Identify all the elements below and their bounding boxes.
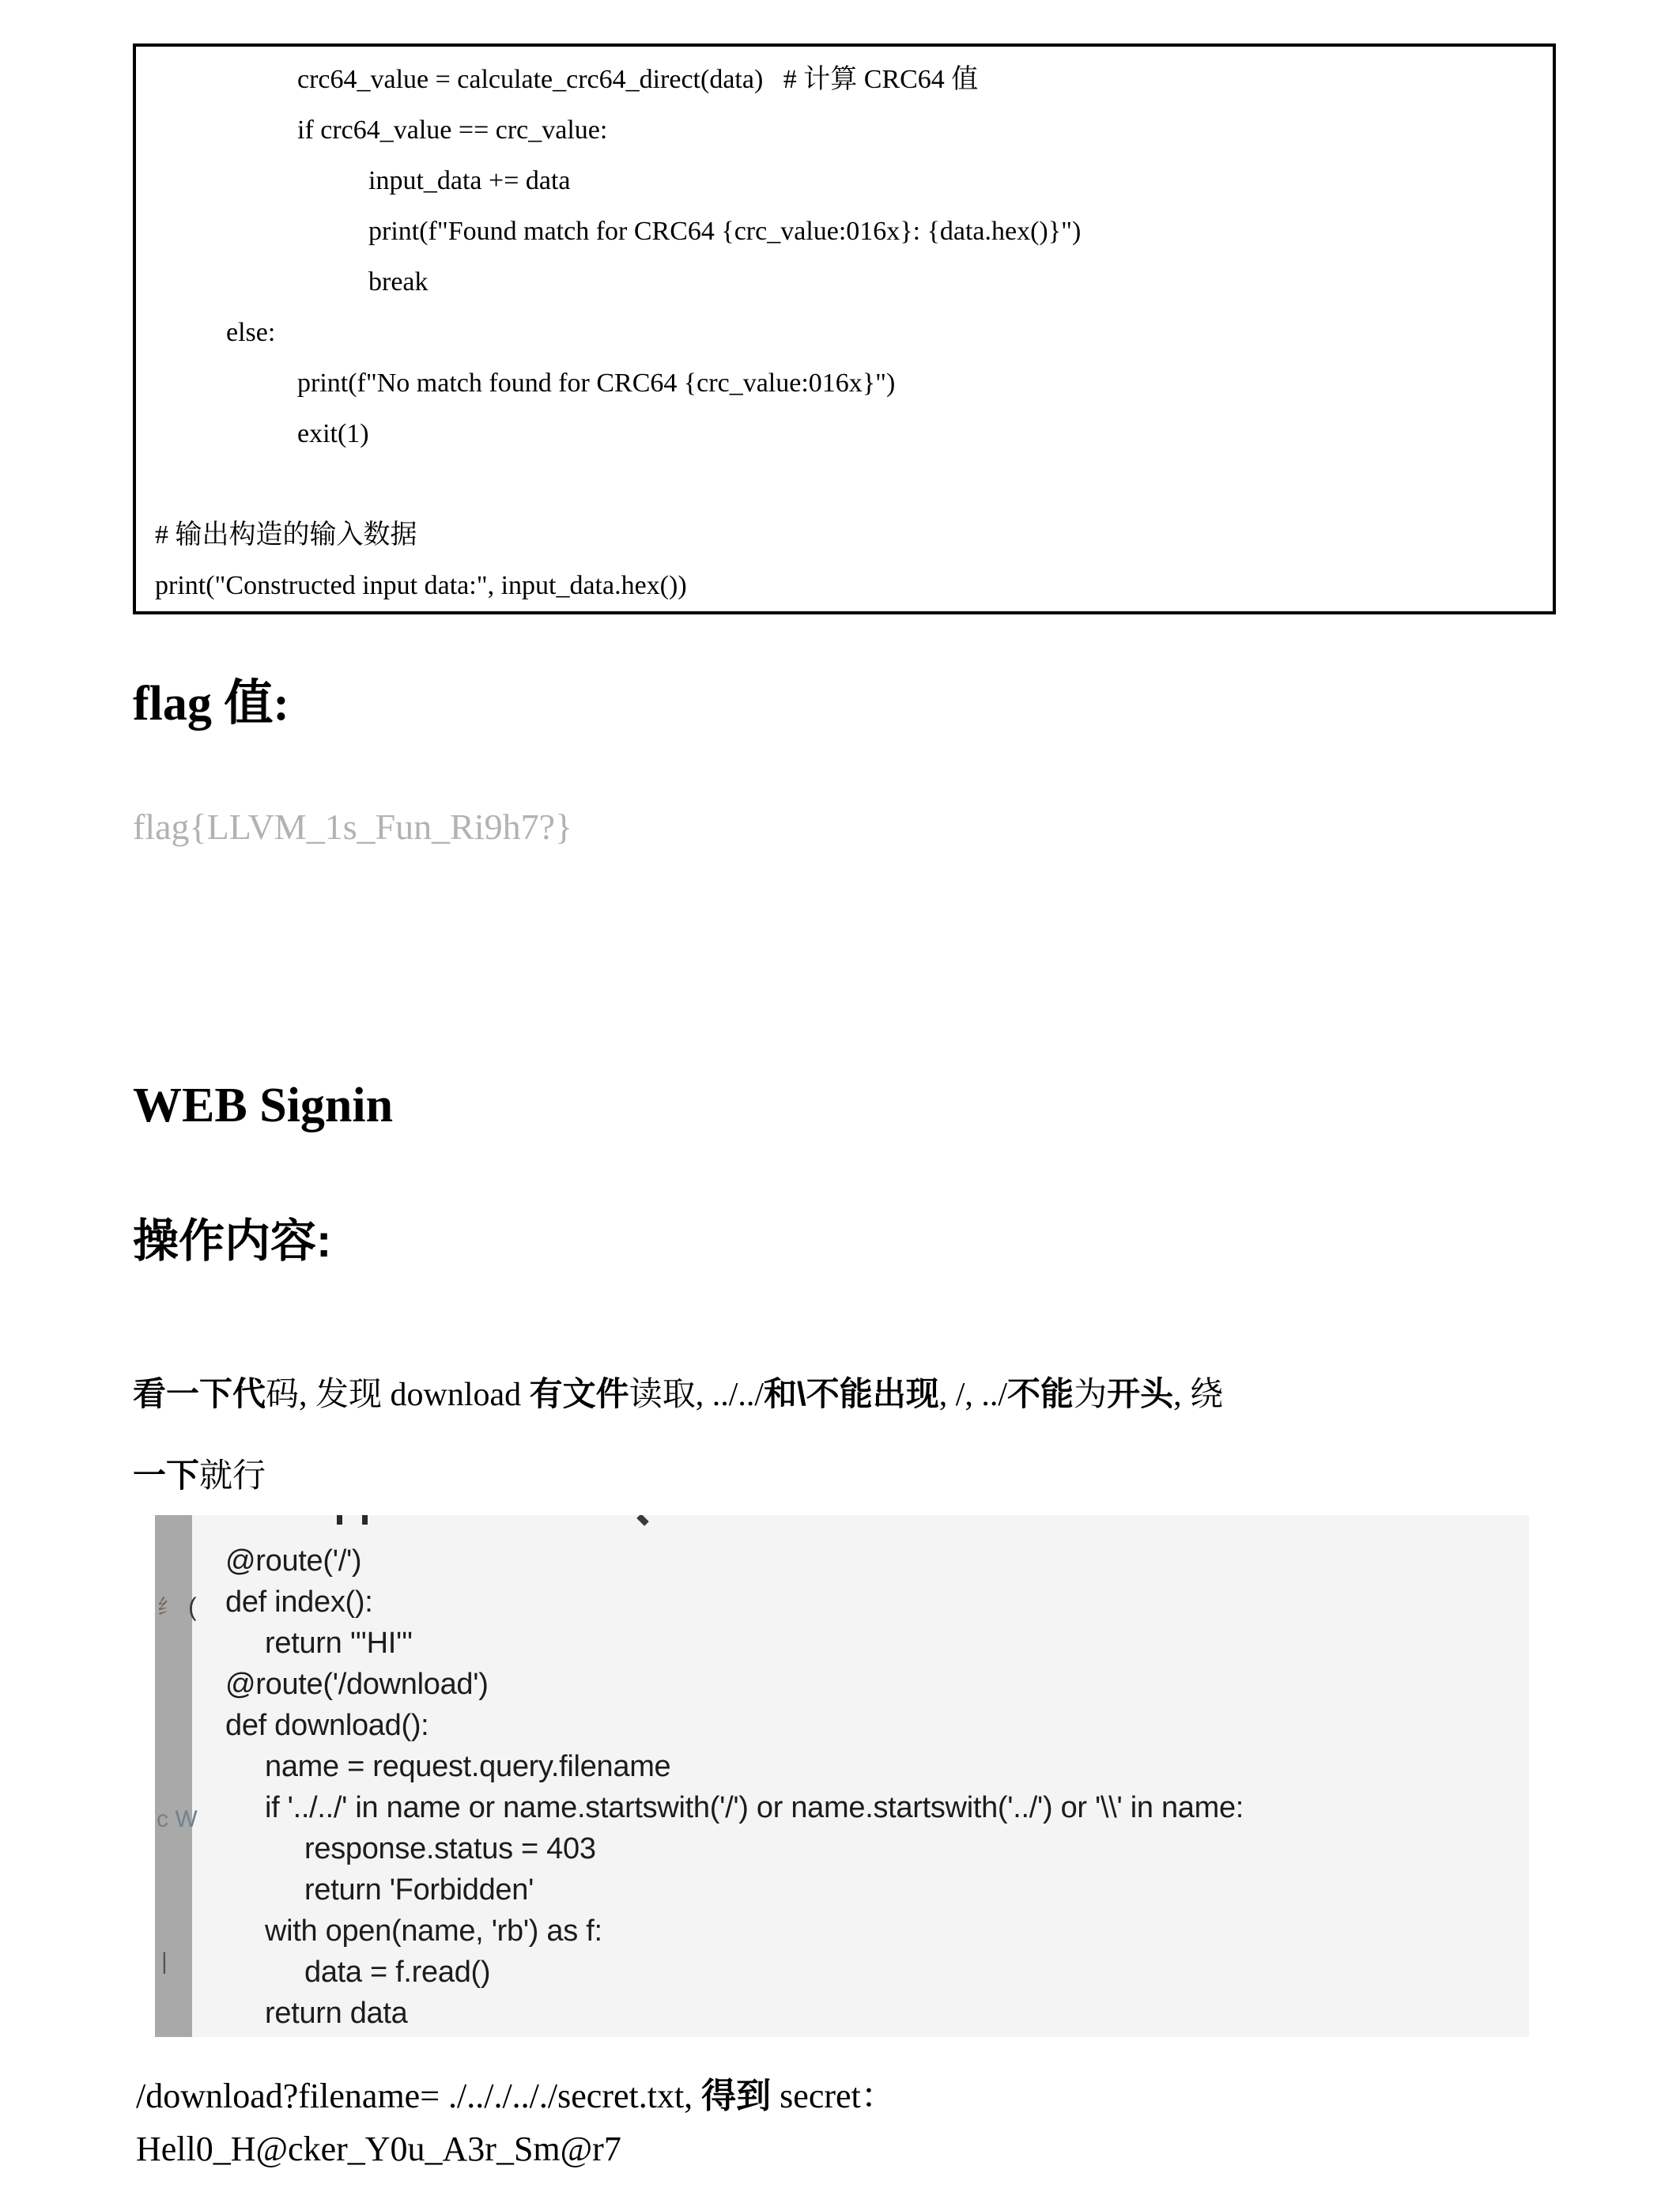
code-line: return data xyxy=(265,1997,408,2030)
text-segment: 看一下代 xyxy=(133,1375,266,1412)
text-segment: 得到 xyxy=(701,2077,772,2115)
cropped-line-fragment xyxy=(362,1515,368,1525)
text-segment: 为 xyxy=(1074,1377,1108,1413)
text-segment: 读取, ../../ xyxy=(629,1377,764,1413)
text-segment: , /, ../ xyxy=(938,1377,1008,1413)
result-line-1 xyxy=(136,2067,896,2118)
code-line: # 输出构造的输入数据 xyxy=(155,520,417,550)
code-line: if '../../' in name or name.startswith('/') or name.startswith('../') or '\\' in name: xyxy=(265,1791,1244,1824)
flag-value: flag{LLVM_1s_Fun_Ri9h7?} xyxy=(133,807,573,847)
code-line: input_data += data xyxy=(368,166,571,195)
code-line: with open(name, 'rb') as f: xyxy=(265,1914,602,1948)
text-segment: 码, 发现 download xyxy=(266,1377,530,1413)
flag-heading: flag 值: xyxy=(133,677,290,731)
code-line: return 'Forbidden' xyxy=(304,1873,534,1907)
code-line xyxy=(136,459,1553,510)
cropped-line-fragment xyxy=(636,1515,649,1526)
artifact-glyph: | xyxy=(161,1948,168,1975)
shot-lines xyxy=(155,1540,1529,2034)
web-signin-heading: WEB Signin xyxy=(133,1079,394,1132)
text-segment: /download?filename= ./.././.././secret.txt, xyxy=(136,2077,702,2115)
code-line: data = f.read() xyxy=(304,1956,491,1989)
analysis-paragraph xyxy=(133,1354,1580,1517)
text-segment: 一下 xyxy=(133,1457,200,1494)
code-line: break xyxy=(368,267,428,297)
code-screenshot xyxy=(155,1515,1529,2037)
code-line: if crc64_value == crc_value: xyxy=(297,115,608,145)
cropped-line-fragment xyxy=(337,1515,342,1525)
code-line: else: xyxy=(226,318,276,347)
crc-lines xyxy=(136,55,1553,611)
action-subheading: 操作内容: xyxy=(133,1215,332,1267)
code-line: print(f"Found match for CRC64 {crc_value:016x}: {data.hex()}") xyxy=(368,217,1082,246)
code-line: @route('/') xyxy=(225,1544,362,1578)
artifact-glyph: c W xyxy=(157,1806,198,1832)
text-segment: 开头 xyxy=(1107,1375,1174,1412)
text-segment: 有文件 xyxy=(529,1375,629,1412)
text-segment: 就行 xyxy=(199,1458,266,1495)
code-line: return '''HI''' xyxy=(265,1627,413,1660)
code-line: print("Constructed input data:", input_data.hex()) xyxy=(155,571,687,600)
code-line: crc64_value = calculate_crc64_direct(data) # 计算 CRC64 值 xyxy=(297,65,979,94)
text-segment: secret： xyxy=(771,2077,896,2115)
artifact-glyph: ( xyxy=(188,1593,197,1621)
code-line: name = request.query.filename xyxy=(265,1750,671,1783)
text-segment: 和\不能出现 xyxy=(764,1375,939,1412)
text-segment: 不能 xyxy=(1007,1375,1074,1412)
crc-code-block xyxy=(133,43,1556,614)
code-line: @route('/download') xyxy=(225,1668,489,1701)
text-segment: , 绕 xyxy=(1173,1377,1224,1413)
code-line: response.status = 403 xyxy=(304,1832,596,1865)
para-line-1 xyxy=(133,1354,1580,1435)
code-line: def index(): xyxy=(225,1585,373,1619)
artifact-glyph: 纟 xyxy=(157,1595,179,1619)
code-line: print(f"No match found for CRC64 {crc_value:016x}") xyxy=(297,368,896,398)
para-line-2 xyxy=(133,1435,1580,1517)
result-line-2: Hell0_H@cker_Y0u_A3r_Sm@r7 xyxy=(136,2130,621,2168)
code-line: def download(): xyxy=(225,1709,429,1742)
code-line: exit(1) xyxy=(297,419,369,448)
